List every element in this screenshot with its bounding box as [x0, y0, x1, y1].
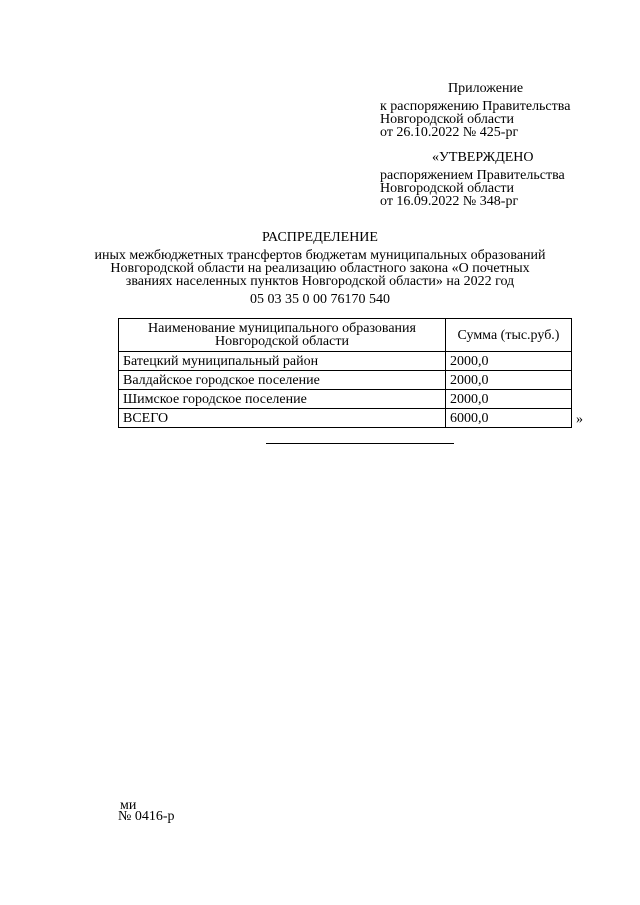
header-sum-cell: Сумма (тыс.руб.): [446, 319, 572, 352]
header-name-cell: [119, 319, 446, 352]
header-name-line-2: Новгородской области: [215, 334, 349, 349]
closing-quote: »: [576, 412, 583, 427]
row-sum: 2000,0: [446, 390, 572, 409]
row-name: Батецкий муниципальный район: [119, 352, 446, 371]
heading-line-2: Новгородской области на реализацию областного закона «О почетных: [110, 261, 530, 276]
row-name: ВСЕГО: [119, 409, 446, 428]
heading-line-3: званиях населенных пунктов Новгородской области» на 2022 год: [125, 274, 515, 289]
document-title: РАСПРЕДЕЛЕНИЕ: [262, 230, 378, 245]
row-name: Валдайское городское поселение: [119, 371, 446, 390]
row-sum: 2000,0: [446, 352, 572, 371]
table-row-total: [119, 409, 572, 428]
appendix-title: Приложение: [448, 81, 524, 96]
appendix-line-3: от 26.10.2022 № 425-рг: [380, 125, 519, 140]
appendix-line-1: к распоряжению Правительства: [380, 99, 571, 114]
row-sum: 6000,0: [446, 409, 572, 428]
approved-line-2: Новгородской области: [380, 181, 514, 196]
table-row: [119, 390, 572, 409]
appendix-line-2: Новгородской области: [380, 112, 514, 127]
footer-number: № 0416-р: [118, 809, 175, 824]
budget-code: 05 03 35 0 00 76170 540: [250, 292, 390, 307]
header-name-line-1: Наименование муниципального образования: [148, 321, 416, 336]
approved-line-1: распоряжением Правительства: [380, 168, 565, 183]
table-row: [119, 352, 572, 371]
table-row: [119, 371, 572, 390]
table-header-row: [119, 319, 572, 352]
distribution-table: [118, 318, 572, 428]
divider-line: [266, 443, 454, 444]
row-name: Шимское городское поселение: [119, 390, 446, 409]
heading-line-1: иных межбюджетных трансфертов бюджетам муниципальных образований: [94, 248, 546, 263]
footer-initials: ми: [120, 798, 137, 813]
approved-line-3: от 16.09.2022 № 348-рг: [380, 194, 519, 209]
row-sum: 2000,0: [446, 371, 572, 390]
approved-title: «УТВЕРЖДЕНО: [432, 150, 534, 165]
